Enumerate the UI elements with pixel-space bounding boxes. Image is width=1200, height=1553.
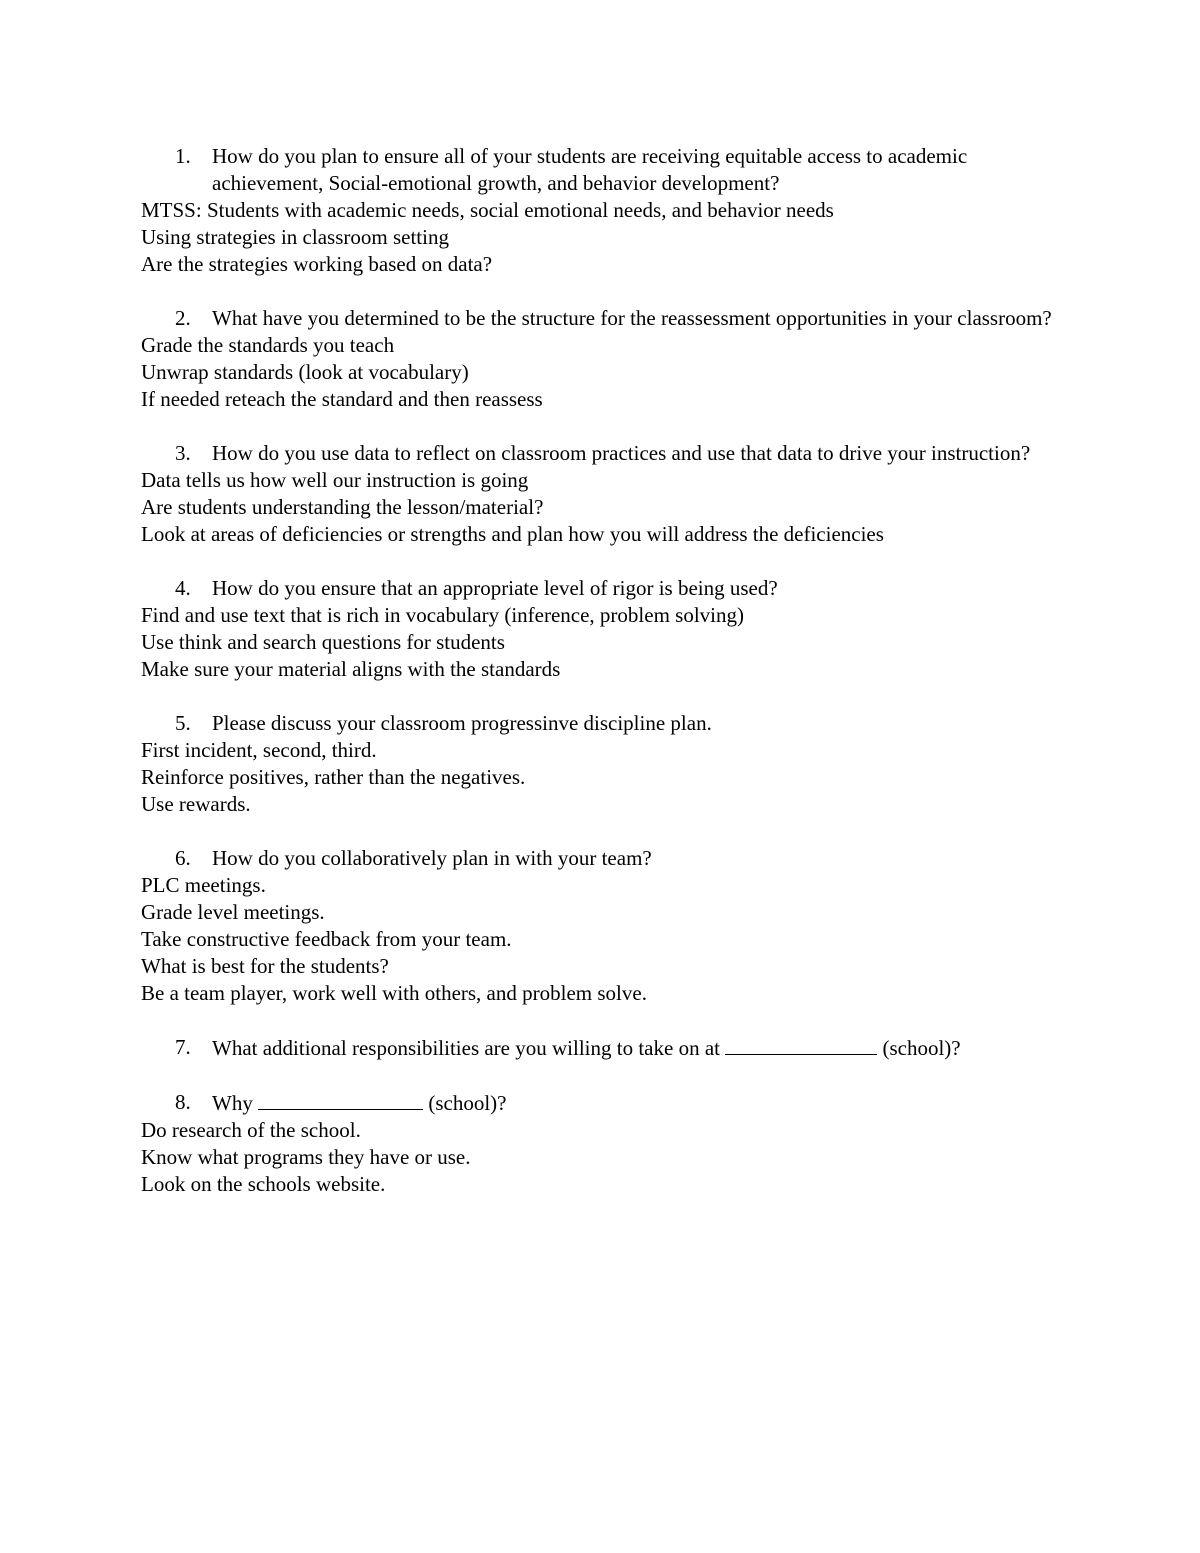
question-text-before-blank: What additional responsibilities are you willing to take on at: [212, 1036, 720, 1060]
paragraph-gap: [141, 818, 1081, 845]
answer-line: If needed reteach the standard and then reassess: [141, 387, 543, 411]
fill-in-blank: [725, 1034, 877, 1055]
question-number: 6.: [175, 846, 191, 870]
answer-line: What is best for the students?: [141, 954, 389, 978]
question-text-before-blank: Why: [212, 1091, 253, 1115]
answer-line: Know what programs they have or use.: [141, 1145, 471, 1169]
question-text: How do you collaboratively plan in with your team?: [212, 846, 652, 870]
question-8: [175, 1089, 1081, 1117]
answer-line: Grade level meetings.: [141, 900, 325, 924]
paragraph-gap: [141, 1007, 1081, 1034]
paragraph-gap: [141, 413, 1081, 440]
question-text: Please discuss your classroom progressinve discipline plan.: [212, 711, 712, 735]
question-number: 8.: [175, 1090, 191, 1114]
answer-line: First incident, second, third.: [141, 738, 377, 762]
question-text-after-blank: (school)?: [428, 1091, 507, 1115]
question-3: [175, 440, 1081, 467]
answer-line: Grade the standards you teach: [141, 333, 395, 357]
paragraph-gap: [141, 278, 1081, 305]
answer-line: Are students understanding the lesson/material?: [141, 495, 544, 519]
answer-line: Look on the schools website.: [141, 1172, 386, 1196]
answer-line: Look at areas of deficiencies or strengths and plan how you will address the deficiencies: [141, 522, 884, 546]
answer-line: Find and use text that is rich in vocabulary (inference, problem solving): [141, 603, 745, 627]
question-7: [175, 1034, 1081, 1062]
answer-line: Data tells us how well our instruction is going: [141, 468, 529, 492]
question-number: 2.: [175, 306, 191, 330]
answer-line: MTSS: Students with academic needs, social emotional needs, and behavior needs: [141, 198, 834, 222]
answer-line: Unwrap standards (look at vocabulary): [141, 360, 469, 384]
question-2: [175, 305, 1081, 332]
question-number: 3.: [175, 441, 191, 465]
answer-line: Be a team player, work well with others, and problem solve.: [141, 981, 647, 1005]
question-1: [175, 143, 1081, 197]
question-text: How do you plan to ensure all of your students are receiving equitable access to academic achievement, Social-emotional growth, and behavior development?: [212, 144, 968, 195]
question-5: [175, 710, 1081, 737]
paragraph-gap: [141, 683, 1081, 710]
fill-in-blank: [258, 1089, 423, 1110]
question-6: [175, 845, 1081, 872]
question-text: [212, 1034, 1081, 1062]
answer-line: Make sure your material aligns with the standards: [141, 657, 561, 681]
question-text: How do you use data to reflect on classroom practices and use that data to drive your instruction?: [212, 441, 1031, 465]
answer-line: Use think and search questions for students: [141, 630, 505, 654]
paragraph-gap: [141, 1062, 1081, 1089]
answer-line: Take constructive feedback from your team.: [141, 927, 512, 951]
answer-line: Use rewards.: [141, 792, 251, 816]
question-text-after-blank: (school)?: [882, 1036, 961, 1060]
document-content: [141, 143, 1081, 1198]
answer-line: Reinforce positives, rather than the negatives.: [141, 765, 526, 789]
paragraph-gap: [141, 548, 1081, 575]
question-number: 5.: [175, 711, 191, 735]
question-number: 7.: [175, 1035, 191, 1059]
question-number: 1.: [175, 144, 191, 168]
answer-line: Using strategies in classroom setting: [141, 225, 449, 249]
answer-line: PLC meetings.: [141, 873, 266, 897]
question-number: 4.: [175, 576, 191, 600]
answer-line: Are the strategies working based on data?: [141, 252, 493, 276]
question-text: [212, 1089, 1081, 1117]
question-text: What have you determined to be the structure for the reassessment opportunities in your classroom?: [212, 306, 1052, 330]
question-text: How do you ensure that an appropriate level of rigor is being used?: [212, 576, 778, 600]
answer-line: Do research of the school.: [141, 1118, 361, 1142]
question-4: [175, 575, 1081, 602]
